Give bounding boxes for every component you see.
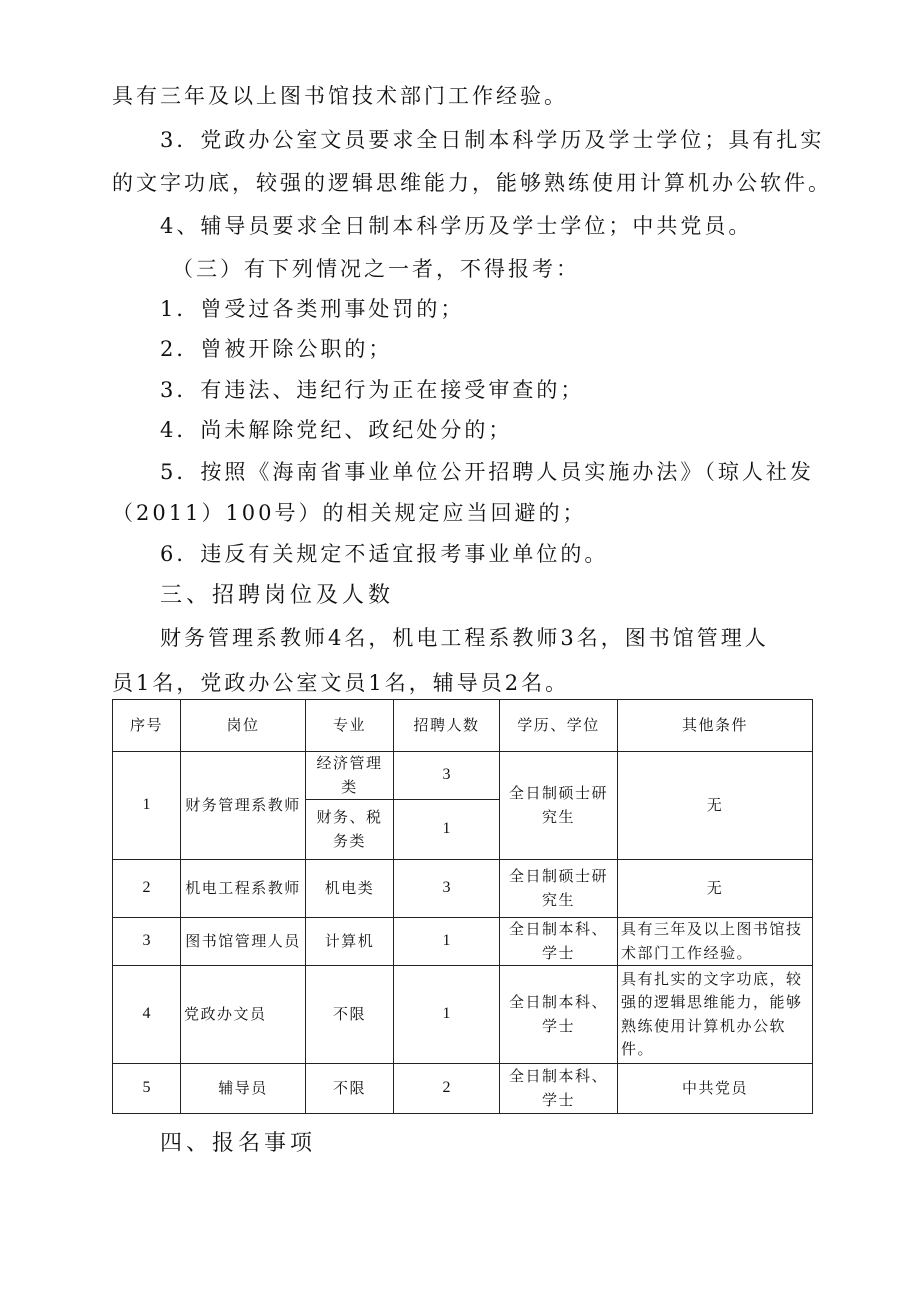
cell-no: 4 bbox=[113, 966, 181, 1064]
cell-no: 5 bbox=[113, 1064, 181, 1114]
condition-1: 1．曾受过各类刑事处罚的； bbox=[160, 297, 465, 321]
cell-major: 经济管理类 bbox=[306, 752, 394, 800]
header-major: 专业 bbox=[306, 700, 394, 752]
table-row bbox=[113, 918, 813, 966]
heading-section-3: 三、招聘岗位及人数 bbox=[160, 583, 395, 608]
cell-education: 全日制本科、学士 bbox=[500, 966, 618, 1064]
header-other: 其他条件 bbox=[618, 700, 813, 752]
table-row bbox=[113, 966, 813, 1064]
cell-post: 图书馆管理人员 bbox=[181, 918, 306, 966]
header-no: 序号 bbox=[113, 700, 181, 752]
table-row bbox=[113, 1064, 813, 1114]
cell-education: 全日制硕士研究生 bbox=[500, 752, 618, 860]
condition-4: 4．尚未解除党纪、政纪处分的； bbox=[160, 418, 513, 442]
cell-post: 党政办文员 bbox=[181, 966, 306, 1064]
heading-section-4: 四、报名事项 bbox=[160, 1131, 317, 1156]
cell-major: 不限 bbox=[306, 966, 394, 1064]
header-education: 学历、学位 bbox=[500, 700, 618, 752]
cell-major: 计算机 bbox=[306, 918, 394, 966]
paragraph-item-3-line1: 3．党政办公室文员要求全日制本科学历及学士学位；具有扎实 bbox=[160, 128, 825, 152]
cell-education: 全日制硕士研究生 bbox=[500, 860, 618, 918]
cell-other: 无 bbox=[618, 752, 813, 860]
condition-6: 6．违反有关规定不适宜报考事业单位的。 bbox=[160, 542, 609, 566]
cell-major: 机电类 bbox=[306, 860, 394, 918]
condition-2: 2．曾被开除公职的； bbox=[160, 337, 393, 361]
cell-other: 具有扎实的文字功底，较强的逻辑思维能力，能够熟练使用计算机办公软件。 bbox=[618, 966, 813, 1064]
cell-other: 无 bbox=[618, 860, 813, 918]
header-post: 岗位 bbox=[181, 700, 306, 752]
cell-count: 2 bbox=[394, 1064, 500, 1114]
summary-line1: 财务管理系教师4名，机电工程系教师3名，图书馆管理人 bbox=[160, 626, 769, 650]
cell-post: 辅导员 bbox=[181, 1064, 306, 1114]
cell-count: 3 bbox=[394, 860, 500, 918]
recruitment-table bbox=[112, 699, 813, 1114]
paragraph-experience: 具有三年及以上图书馆技术部门工作经验。 bbox=[112, 84, 568, 108]
cell-post: 财务管理系教师 bbox=[181, 752, 306, 860]
paragraph-item-4: 4、辅导员要求全日制本科学历及学士学位；中共党员。 bbox=[160, 214, 753, 238]
summary-line2: 员1名，党政办公室文员1名，辅导员2名。 bbox=[112, 671, 570, 695]
cell-major: 财务、税务类 bbox=[306, 800, 394, 860]
table-row bbox=[113, 752, 813, 800]
header-count: 招聘人数 bbox=[394, 700, 500, 752]
cell-other: 具有三年及以上图书馆技术部门工作经验。 bbox=[618, 918, 813, 966]
cell-education: 全日制本科、学士 bbox=[500, 1064, 618, 1114]
cell-major: 不限 bbox=[306, 1064, 394, 1114]
cell-no: 2 bbox=[113, 860, 181, 918]
section-3-title: （三）有下列情况之一者，不得报考： bbox=[172, 257, 580, 281]
cell-count: 1 bbox=[394, 966, 500, 1064]
cell-no: 3 bbox=[113, 918, 181, 966]
condition-5-line1: 5．按照《海南省事业单位公开招聘人员实施办法》（琼人社发 bbox=[160, 460, 814, 484]
condition-3: 3．有违法、违纪行为正在接受审查的； bbox=[160, 378, 585, 402]
condition-5-line2: （2011）100号）的相关规定应当回避的； bbox=[112, 501, 587, 525]
cell-no: 1 bbox=[113, 752, 181, 860]
table-row bbox=[113, 860, 813, 918]
cell-other: 中共党员 bbox=[618, 1064, 813, 1114]
paragraph-item-3-line2: 的文字功底，较强的逻辑思维能力，能够熟练使用计算机办公软件。 bbox=[112, 171, 832, 195]
cell-education: 全日制本科、学士 bbox=[500, 918, 618, 966]
cell-post: 机电工程系教师 bbox=[181, 860, 306, 918]
cell-count: 1 bbox=[394, 918, 500, 966]
cell-count: 3 bbox=[394, 752, 500, 800]
table-header-row bbox=[113, 700, 813, 752]
cell-count: 1 bbox=[394, 800, 500, 860]
